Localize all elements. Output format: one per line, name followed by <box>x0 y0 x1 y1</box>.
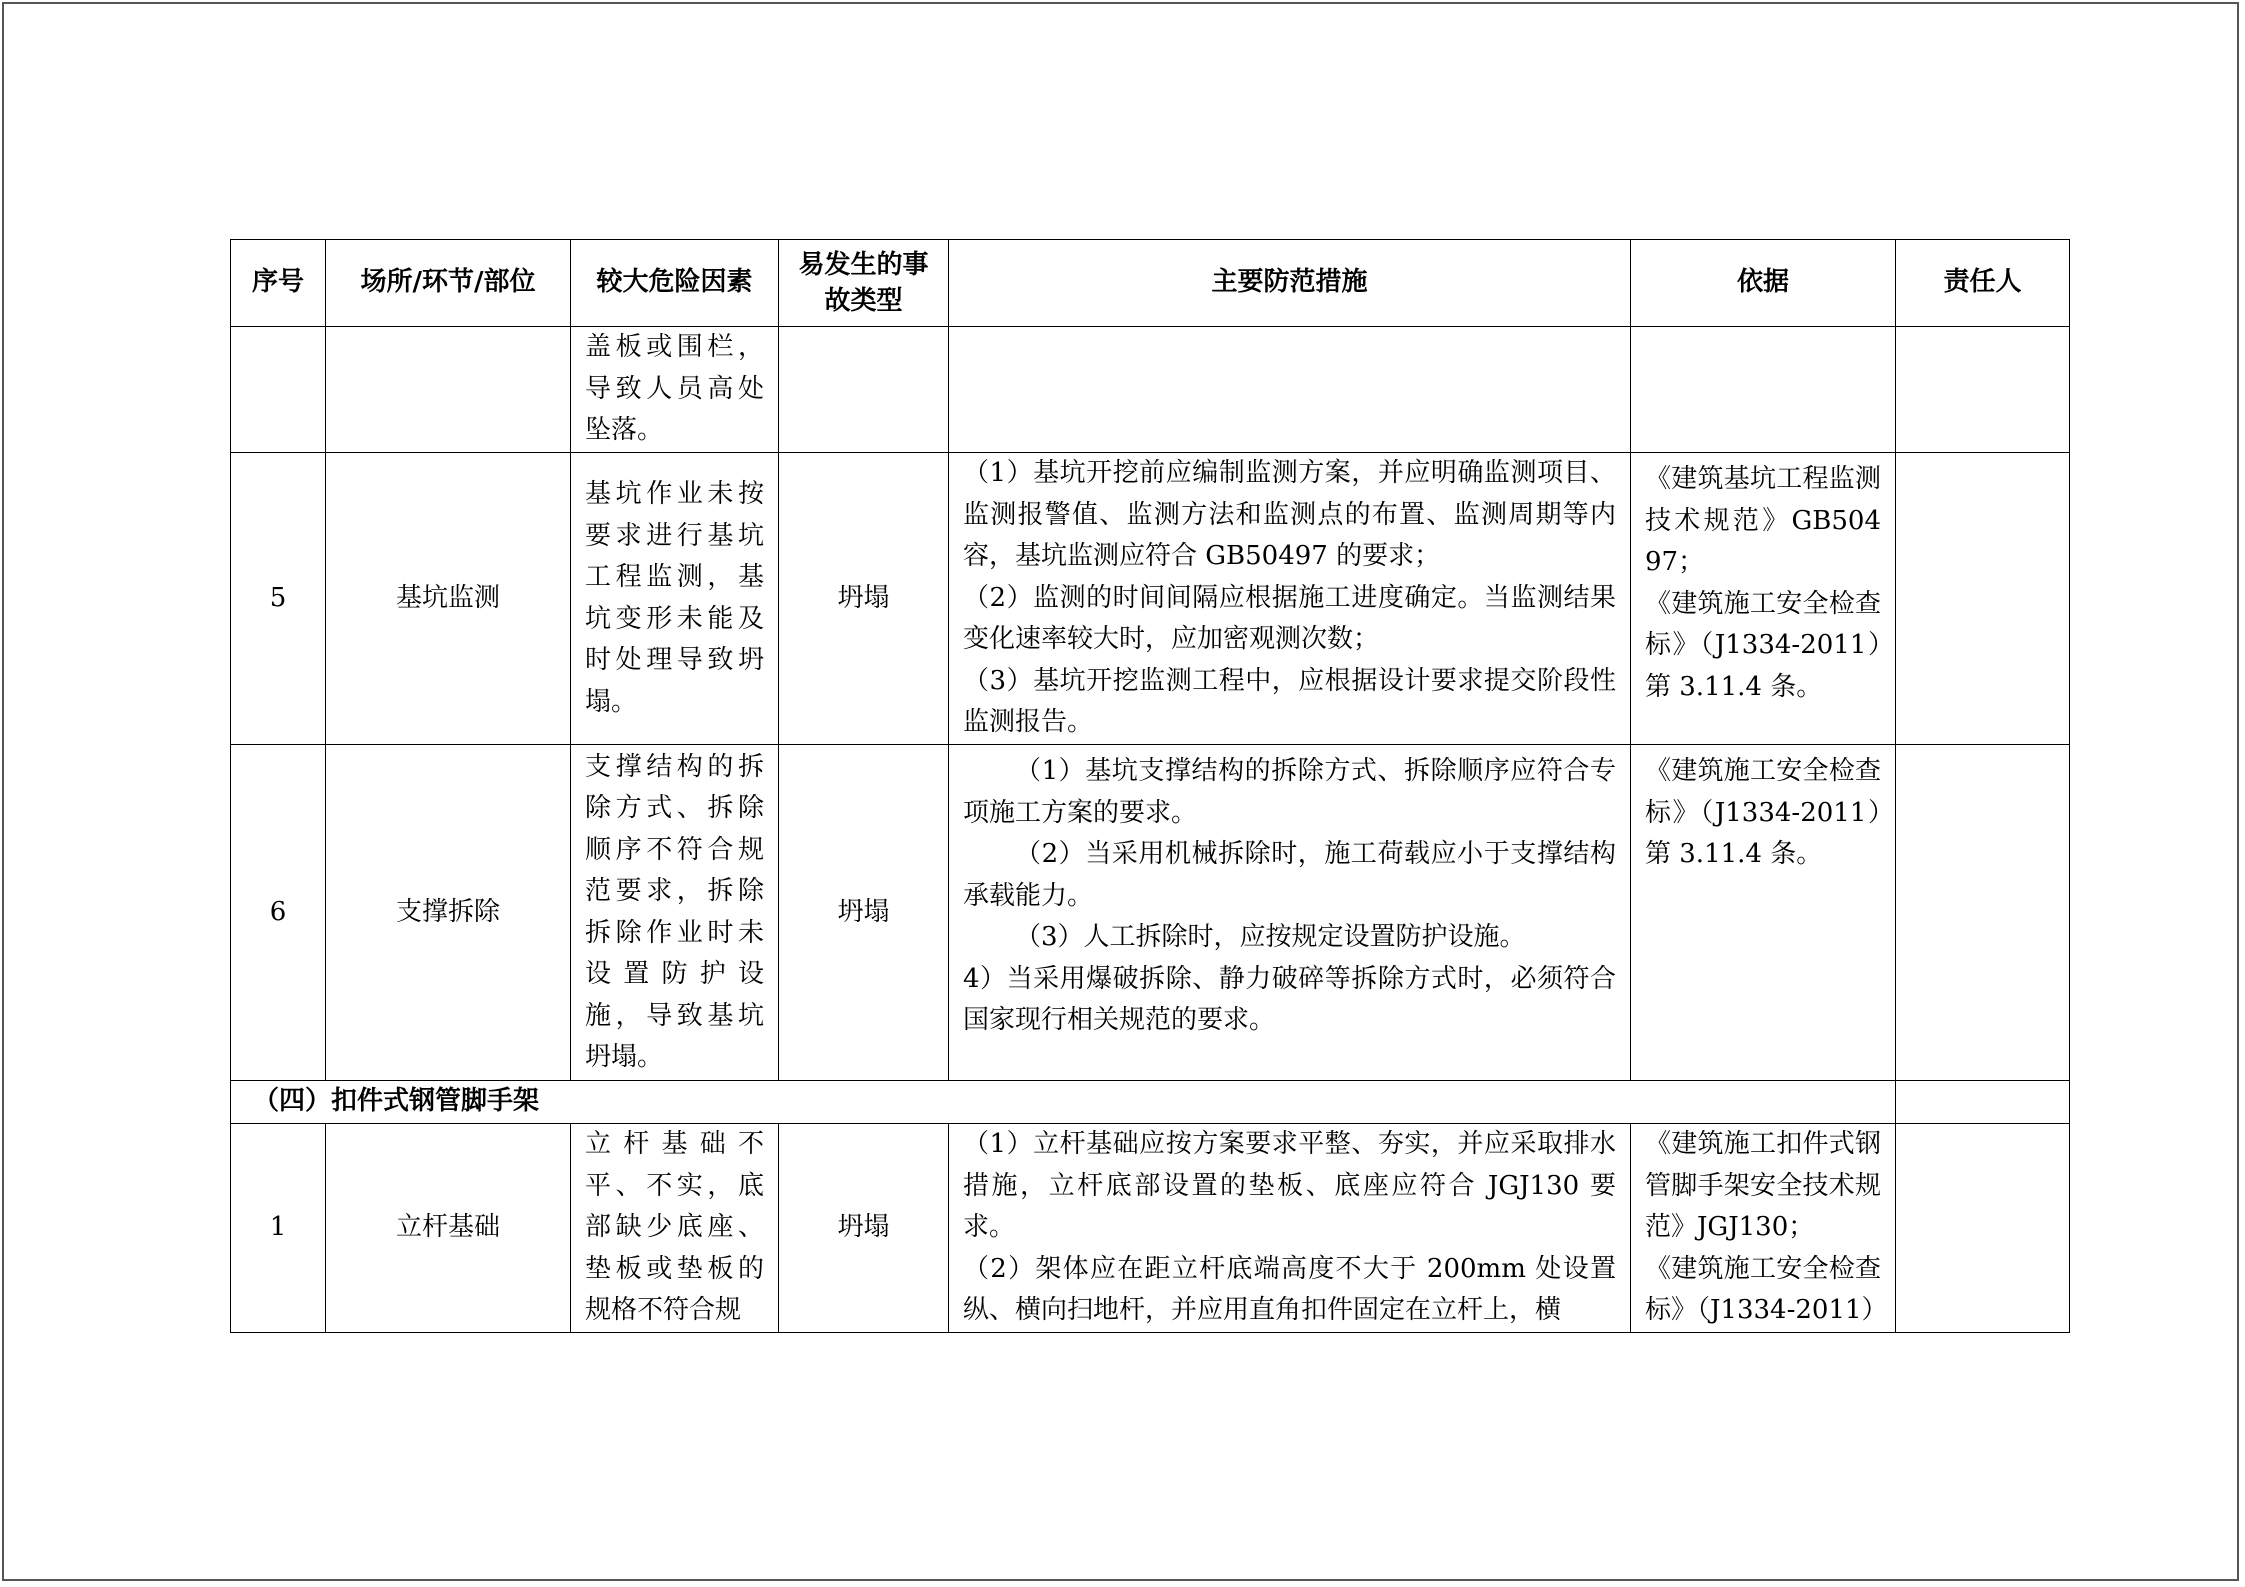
measure-item: （2）当采用机械拆除时，施工荷载应小于支撑结构承载能力。 <box>963 839 1616 911</box>
row-no: 6 <box>231 745 326 1081</box>
row-hazard: 基坑作业未按要求进行基坑工程监测，基坑变形未能及时处理导致坍塌。 <box>571 453 779 745</box>
row-measures <box>949 453 1631 745</box>
col-header-responsible: 责任人 <box>1896 240 2070 327</box>
row-location: 支撑拆除 <box>326 745 571 1081</box>
measure-item: （3）基坑开挖监测工程中，应根据设计要求提交阶段性监测报告。 <box>963 665 1616 738</box>
table-row <box>231 745 2070 1081</box>
row-responsible <box>1896 745 2070 1081</box>
measure-item: （1）基坑开挖前应编制监测方案，并应明确监测项目、监测报警值、监测方法和监测点的布置、监测周期等内容，基坑监测应符合 GB50497 的要求； <box>963 458 1616 572</box>
row-hazard: 立杆基础不平、不实，底部缺少底座、垫板或垫板的规格不符合规 <box>571 1124 779 1333</box>
row-accident: 坍塌 <box>779 453 949 745</box>
row-location: 基坑监测 <box>326 453 571 745</box>
row-measures <box>949 745 1631 1081</box>
basis-item: 《建筑施工扣件式钢管脚手架安全技术规范》JGJ130； <box>1645 1129 1881 1242</box>
col-header-no: 序号 <box>231 240 326 327</box>
row-accident <box>779 327 949 453</box>
row-location <box>326 327 571 453</box>
row-responsible <box>1896 1124 2070 1333</box>
section-row <box>231 1081 2070 1124</box>
header-row <box>231 240 2070 327</box>
table-row <box>231 1124 2070 1333</box>
row-location: 立杆基础 <box>326 1124 571 1333</box>
row-accident: 坍塌 <box>779 745 949 1081</box>
measure-item: （3）人工拆除时，应按规定设置防护设施。 <box>1015 922 1526 952</box>
row-responsible <box>1896 327 2070 453</box>
measure-item: （2）架体应在距立杆底端高度不大于 200mm 处设置纵、横向扫地杆，并应用直角扣件固定在立杆上，横 <box>963 1253 1616 1325</box>
risk-table <box>230 239 2070 1333</box>
row-responsible <box>1896 453 2070 745</box>
col-header-hazard: 较大危险因素 <box>571 240 779 327</box>
table-row <box>231 327 2070 453</box>
col-header-basis: 依据 <box>1631 240 1896 327</box>
col-header-location: 场所/环节/部位 <box>326 240 571 327</box>
measure-item: （1）基坑支撑结构的拆除方式、拆除顺序应符合专项施工方案的要求。 <box>963 756 1616 828</box>
row-no: 5 <box>231 453 326 745</box>
row-basis <box>1631 1124 1896 1333</box>
col-header-measures: 主要防范措施 <box>949 240 1631 327</box>
row-basis <box>1631 745 1896 1081</box>
basis-item: 《建筑施工安全检查标》（J1334-2011）第 3.11.4 条。 <box>1645 588 1881 702</box>
section-responsible <box>1896 1081 2070 1124</box>
table-row <box>231 453 2070 745</box>
row-no <box>231 327 326 453</box>
basis-item: 《建筑施工安全检查标》（J1334-2011） <box>1645 1253 1888 1325</box>
row-basis <box>1631 327 1896 453</box>
row-accident: 坍塌 <box>779 1124 949 1333</box>
basis-item: 《建筑施工安全检查标》（J1334-2011）第 3.11.4 条。 <box>1645 756 1881 869</box>
measure-item: 4）当采用爆破拆除、静力破碎等拆除方式时，必须符合国家现行相关规范的要求。 <box>963 963 1616 1035</box>
row-no: 1 <box>231 1124 326 1333</box>
row-hazard: 支撑结构的拆除方式、拆除顺序不符合规范要求，拆除拆除作业时未设置防护设施，导致基坑坍塌。 <box>571 745 779 1081</box>
section-title: （四）扣件式钢管脚手架 <box>231 1081 1896 1124</box>
measure-item: （2）监测的时间间隔应根据施工进度确定。当监测结果变化速率较大时，应加密观测次数； <box>963 582 1616 655</box>
row-basis <box>1631 453 1896 745</box>
row-measures <box>949 1124 1631 1333</box>
col-header-accident: 易发生的事故类型 <box>779 240 949 327</box>
measure-item: （1）立杆基础应按方案要求平整、夯实，并应采取排水措施，立杆底部设置的垫板、底座应符合 JGJ130 要求。 <box>963 1129 1616 1242</box>
row-hazard: 盖板或围栏，导致人员高处坠落。 <box>571 327 779 453</box>
basis-item: 《建筑基坑工程监测技术规范》GB50497； <box>1645 464 1881 577</box>
row-measures <box>949 327 1631 453</box>
